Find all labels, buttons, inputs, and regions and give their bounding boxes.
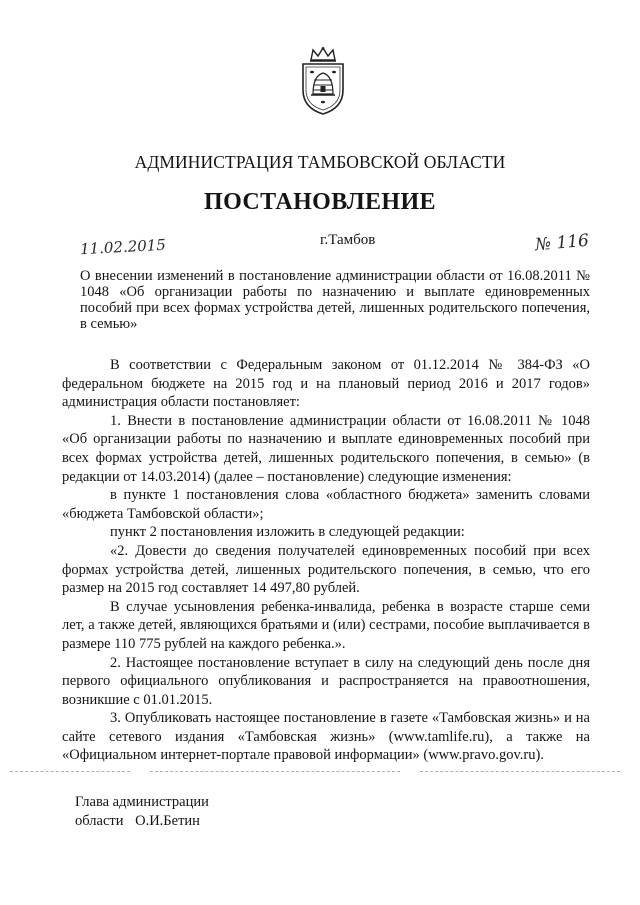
coat-of-arms-icon [297, 46, 349, 116]
document-subject: О внесении изменений в постановление администрации области от 16.08.2011 № 1048 «Об организации работы по назначению и выплате единовременных пособий при всех формах устройства детей, лишенных родительского попечения, в семью» [80, 268, 590, 332]
body-paragraph: 2. Настоящее постановление вступает в силу на следующий день после дня первого официального опубликования и распространяется на правоотношения, возникшие с 01.01.2015. [62, 654, 590, 708]
signature-title-region: области [75, 813, 124, 829]
body-paragraph: В соответствии с Федеральным законом от 01.12.2014 № 384-ФЗ «О федеральном бюджете на 2015 год и на плановый период 2016 и 2017 годов» администрация области постановляет: [62, 357, 590, 411]
scan-divider-left [10, 771, 130, 772]
scan-divider-right [420, 771, 620, 772]
body-paragraph: 3. Опубликовать настоящее постановление в газете «Тамбовская жизнь» и на сайте сетевого издания «Тамбовская жизнь» (www.tamlife.ru), а также на «Официальном интернет-портале правовой информации» (www.pravo.gov.ru). [62, 710, 590, 764]
body-paragraph: В случае усыновления ребенка-инвалида, ребенка в возрасте старше семи лет, а также детей, являющихся братьями и (или) сестрами, пособие выплачивается в размере 110 775 рублей на каждого ребенка.». [62, 598, 590, 652]
body-paragraph: «2. Довести до сведения получателей единовременных пособий при всех формах устройства детей, лишенных родительского попечения, в семью, что его размер на 2015 год составляет 14 497,80 рублей. [62, 542, 590, 597]
document-body [62, 356, 590, 765]
signature-title-line2 [75, 812, 209, 831]
body-paragraph: в пункте 1 постановления слова «областного бюджета» заменить словами «бюджета Тамбовской области»; [62, 487, 590, 522]
city-label: г.Тамбов [320, 232, 376, 248]
handwritten-date: 11.02.2015 [79, 235, 167, 259]
organization-title: АДМИНИСТРАЦИЯ ТАМБОВСКОЙ ОБЛАСТИ [134, 152, 506, 172]
signature-title-line1: Глава администрации [75, 794, 209, 810]
handwritten-document-number: № 116 [534, 230, 590, 256]
document-type-title: ПОСТАНОВЛЕНИЕ [204, 189, 436, 215]
signature-block [75, 793, 209, 831]
body-paragraph: пункт 2 постановления изложить в следующей редакции: [110, 524, 465, 541]
scan-divider-mid [150, 771, 400, 772]
signatory-name: О.И.Бетин [135, 813, 200, 829]
body-paragraph: 1. Внести в постановление администрации области от 16.08.2011 № 1048 «Об организации работы по назначению и выплате единовременных пособий при всех формах устройства детей, лишенных родительского попечения, в семью» (в редакции от 14.03.2014) (далее – постановление) следующие изменения: [62, 412, 590, 485]
